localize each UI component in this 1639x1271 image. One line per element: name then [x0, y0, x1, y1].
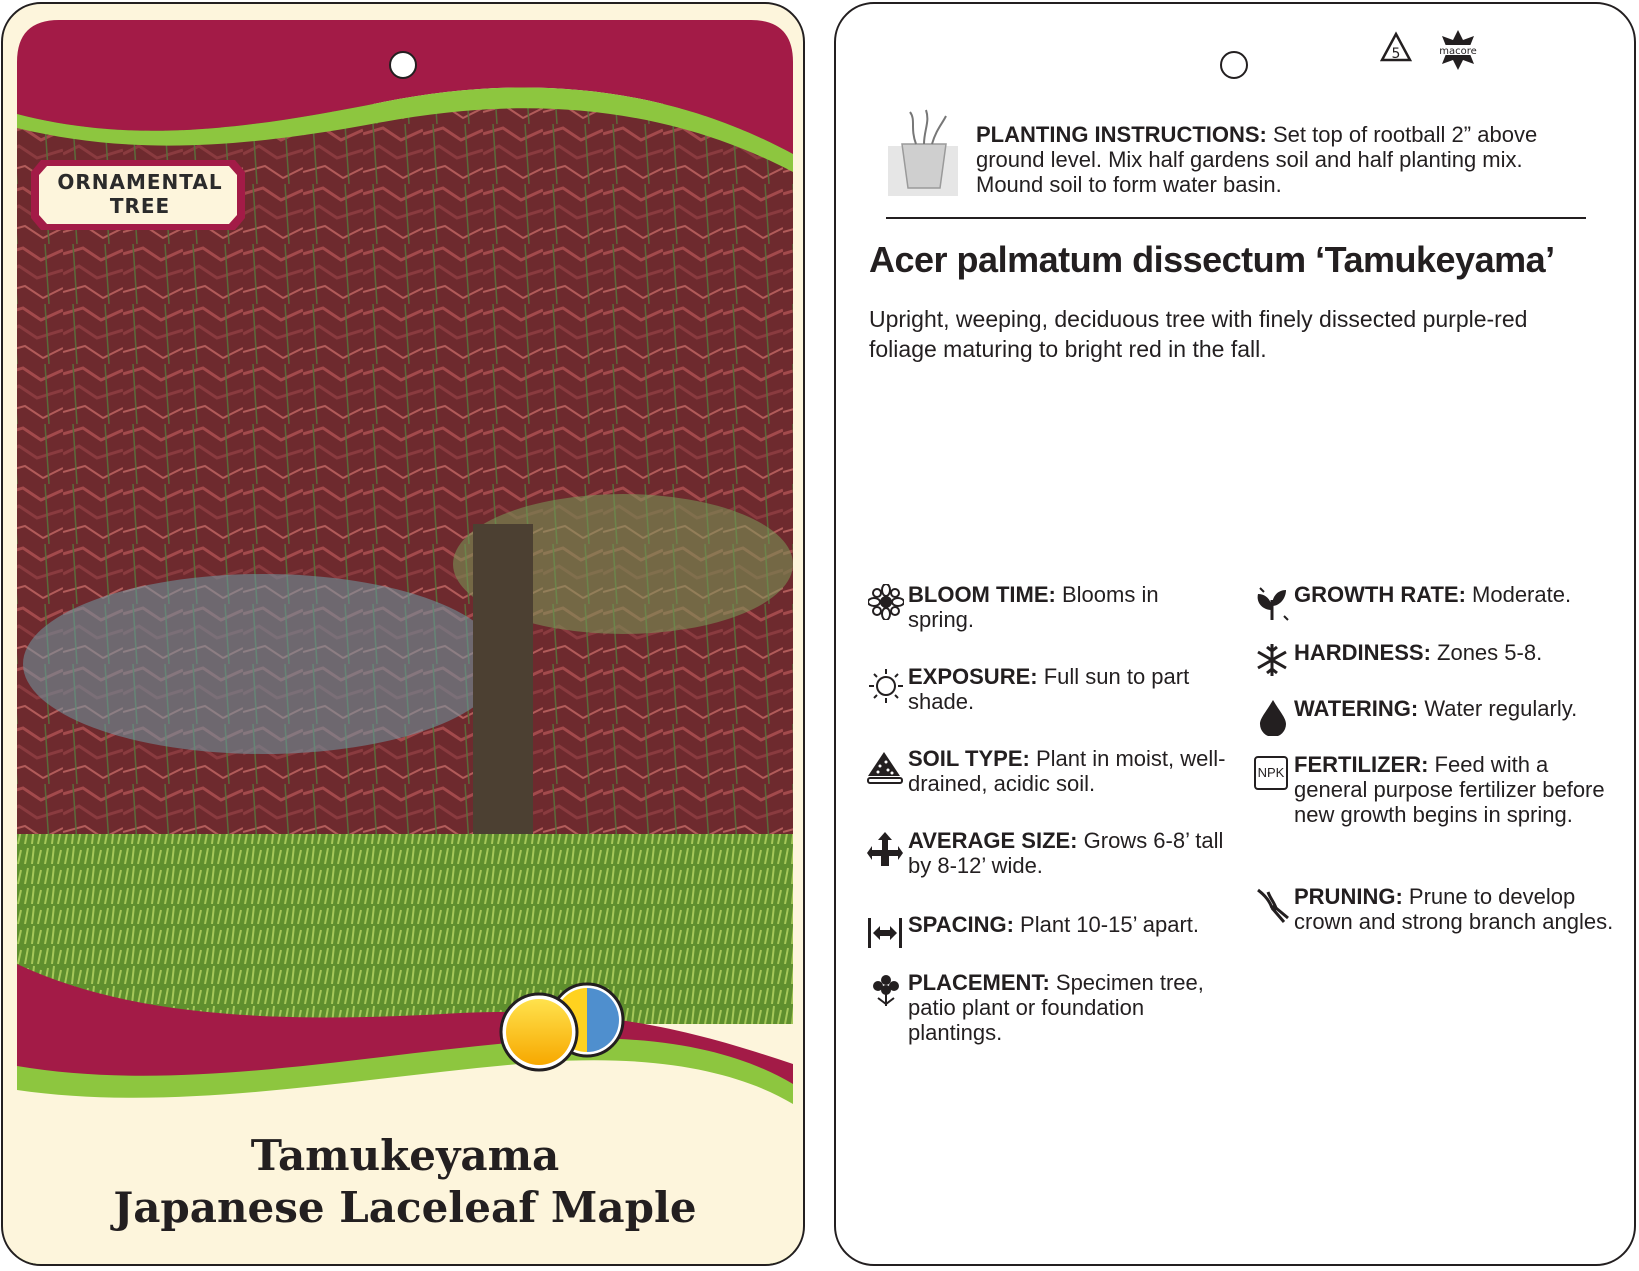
attr-label: FERTILIZER: [1294, 752, 1429, 777]
common-name-line-2: Japanese Laceleaf Maple [113, 1183, 697, 1232]
sun-icon [868, 668, 904, 704]
attr-text: Moderate. [1465, 582, 1572, 607]
attr-watering [1294, 696, 1614, 721]
spacing-icon [866, 914, 902, 950]
plant-description: Upright, weeping, deciduous tree with finely dissected purple-red foliage maturing to bright red in the fall. [869, 306, 1528, 362]
front-tag [1, 2, 805, 1266]
attr-text: Specimen tree, patio plant or foundation plantings. [908, 970, 1204, 1045]
attr-label: AVERAGE SIZE: [908, 828, 1078, 853]
attr-label: PRUNING: [1294, 884, 1403, 909]
planting-pot-icon [886, 108, 966, 198]
placement-icon [868, 972, 904, 1008]
badge-line-2: TREE [109, 194, 171, 218]
attr-label: HARDINESS: [1294, 640, 1431, 665]
flower-icon [868, 584, 904, 620]
hang-hole [389, 51, 417, 79]
attr-spacing [908, 912, 1228, 937]
attr-text: Grows 6-8’ tall by 8-12’ wide. [908, 828, 1224, 878]
attr-label: SPACING: [908, 912, 1014, 937]
planting-text: Set top of rootball 2” above ground level. Mix half gardens soil and half planting mix. Mound soil to form water basin. [976, 122, 1538, 197]
recycle-logo [1376, 28, 1486, 74]
attr-label: SOIL TYPE: [908, 746, 1030, 771]
attr-text: Zones 5-8. [1430, 640, 1543, 665]
attr-growth-rate [1294, 582, 1614, 607]
back-tag [834, 2, 1636, 1266]
hang-hole [1220, 51, 1248, 79]
divider [886, 217, 1586, 219]
attr-label: PLACEMENT: [908, 970, 1050, 995]
sprout-icon [1254, 586, 1290, 622]
water-drop-icon [1256, 698, 1292, 734]
common-name-line-1: Tamukeyama [250, 1131, 560, 1180]
exposure-icons [499, 980, 639, 1080]
attr-exposure [908, 664, 1228, 714]
attr-soil-type [908, 746, 1228, 796]
size-arrows-icon [866, 830, 902, 866]
recycle-icon [1382, 34, 1410, 62]
recycle-number: 5 [1391, 46, 1401, 62]
attr-text: Plant 10-15’ apart. [1013, 912, 1200, 937]
planting-instructions [976, 122, 1586, 197]
full-sun-icon [501, 994, 577, 1070]
npk-icon [1254, 756, 1290, 792]
attr-bloom-time [908, 582, 1228, 632]
attr-text: Prune to develop crown and strong branch angles. [1294, 884, 1614, 934]
attr-fertilizer [1294, 752, 1614, 827]
attr-text: Plant in moist, well-drained, acidic soil. [908, 746, 1226, 796]
attr-text: Feed with a general purpose fertilizer before new growth begins in spring. [1294, 752, 1605, 827]
badge-line-1: ORNAMENTAL [57, 170, 223, 194]
attr-text: Water regularly. [1418, 696, 1578, 721]
attr-label: EXPOSURE: [908, 664, 1038, 689]
attr-label: GROWTH RATE: [1294, 582, 1466, 607]
logo-text: macore [1439, 46, 1477, 57]
macore-logo [1436, 30, 1480, 70]
attr-pruning [1294, 884, 1614, 934]
attr-label: BLOOM TIME: [908, 582, 1056, 607]
planting-label: PLANTING INSTRUCTIONS: [976, 122, 1267, 147]
npk-label: NPK [1254, 756, 1288, 790]
attr-text: Full sun to part shade. [908, 664, 1190, 714]
attr-text: Blooms in spring. [908, 582, 1159, 632]
attr-label: WATERING: [1294, 696, 1419, 721]
snowflake-icon [1254, 642, 1290, 678]
pruners-icon [1254, 888, 1290, 924]
soil-icon [866, 748, 902, 784]
latin-name: Acer palmatum dissectum ‘Tamukeyama’ [869, 239, 1555, 280]
attr-placement [908, 970, 1228, 1045]
category-badge [35, 170, 245, 218]
attr-average-size [908, 828, 1228, 878]
attr-hardiness [1294, 640, 1614, 665]
